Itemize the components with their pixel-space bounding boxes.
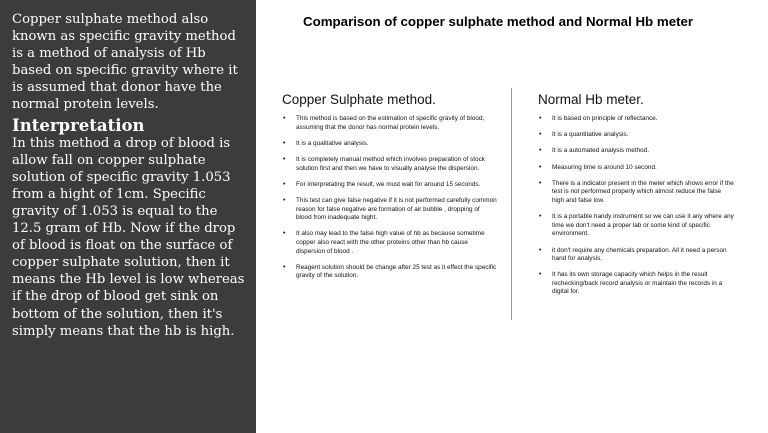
interpretation-heading: Interpretation [12,115,145,135]
list-item: • It also may lead to the false high value of hb as because sometime copper also react with the other proteins other than hb cause dispersion of blood . [282,230,497,256]
copper-sulphate-column [282,92,497,288]
column-divider [511,88,512,320]
list-item: • It is based on principle of reflectance. [538,115,734,124]
list-item: • For interpretating the result, we must wait for around 15 seconds. [282,181,497,190]
list-item: • It is completely manual method which involves preparation of stock solution first and then we have to visually analyse the dispersion. [282,156,497,173]
list-item: • it don't require any chemicals preparation. All it need a person hand for analysis. [538,247,734,264]
list-item: • There is a indicator present in the meter which shows error if the test is not performed properly which almost reduce the false high and false low. [538,180,734,206]
list-item: • Reagent solution should be change after 25 test as it effect the specific gravity of the solution. [282,264,497,281]
list-item: • This method is based on the estimation of specific gravity of blood, assuming that the donor has normal protein levels. [282,115,497,132]
hb-meter-column [538,92,734,305]
hb-meter-list [538,115,734,297]
list-item: • It has its own storage capacity which helps in the result rechecking/back record analysis or maintain the records in a digital for. [538,271,734,297]
copper-sulphate-list [282,115,497,281]
list-item: • It is a portable handy instrument so we can use it any where any time we don't need a proper lab or some kind of specific environment. [538,213,734,239]
list-item: • It is a quantitative analysis. [538,131,734,140]
list-item: • Measuring time is around 10 second. [538,164,734,173]
slide-title: Comparison of copper sulphate method and Normal Hb meter [303,14,694,29]
interpretation-paragraph: In this method a drop of blood is allow fall on copper sulphate solution of specific gravity 1.053 from a hight of 1cm. Specific gravity of 1.053 is equal to the 12.5 gram of Hb. Now if the drop of blood is float on the surface of copper sulphate solution, then it means the Hb level is low whereas if the drop of blood get sink on bottom of the solution, then it's simply means that the hb is high. [12,135,245,339]
hb-meter-heading: Normal Hb meter. [538,92,644,107]
copper-sulphate-heading: Copper Sulphate method. [282,92,436,107]
list-item: • It is a qualitative analysis. [282,140,497,149]
list-item: • It is a automated analysis method. [538,147,734,156]
intro-paragraph: Copper sulphate method also known as specific gravity method is a method of analysis of Hb based on specific gravity where it is assumed that donor have the normal protein levels. [12,12,238,113]
left-info-panel [0,0,256,433]
list-item: • This test can give false negative if it is not performed carefully common reason for false negative are formation of air bubble , dropping of blood from inadequate hight. [282,197,497,223]
